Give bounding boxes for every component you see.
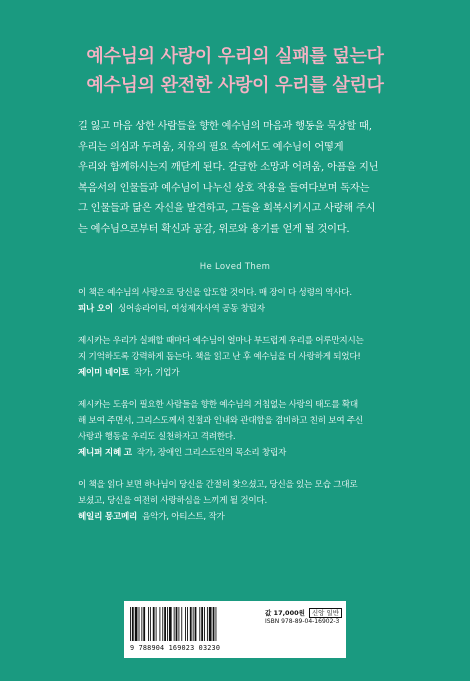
category-label: 신앙 일반 [309, 608, 342, 618]
endorsement-text: 제시카는 도움이 필요한 사람들을 향한 예수님의 거침없는 사랑의 태도를 확대 [78, 400, 358, 410]
endorsement-1 [78, 285, 398, 317]
endorsement-text: 이 책을 읽다 보면 하나님이 당신을 간절히 찾으셨고, 당신을 있는 모습 그대로 [78, 480, 358, 490]
intro-line: 복음서의 인물들과 예수님이 나누신 상호 작용을 들여다보며 독자는 [78, 182, 370, 194]
price-label [265, 608, 342, 617]
endorser-role: 작가, 장애인 그리스도인의 목소리 창립자 [136, 448, 287, 458]
section-title: He Loved Them [199, 262, 271, 272]
endorser-name: 제니퍼 지혜 고 [78, 448, 132, 458]
endorsement-text: 해 보여 주면서, 그리스도께서 친절과 인내와 관대함을 겸비하고 친히 보여 주신 [78, 416, 363, 426]
intro-line: 길 잃고 마음 상한 사람들을 향한 예수님의 마음과 행동을 묵상할 때, [78, 121, 372, 132]
endorsement-2 [78, 333, 398, 381]
barcode-box [124, 601, 346, 658]
intro-line: 그 인물들과 닮은 자신을 발견하고, 그들을 회복시키시고 사랑해 주시 [78, 203, 376, 214]
isbn-label: ISBN 978-89-04-16902-3 [265, 618, 340, 625]
headline-line-2: 예수님의 완전한 사랑이 우리를 살린다 [86, 75, 384, 96]
intro-line: 우리는 의심과 두려움, 치유의 필요 속에서도 예수님이 어떻게 [78, 141, 344, 153]
intro-line: 우리와 함께하시는지 깨닫게 된다. 갈급한 소망과 어려움, 아픔을 지닌 [78, 162, 379, 173]
endorser-role: 음악가, 아티스트, 작가 [142, 512, 225, 522]
headline-line-1: 예수님의 사랑이 우리의 실패를 덮는다 [86, 46, 384, 67]
endorsement-text: 제시카는 우리가 실패할 때마다 예수님이 얼마나 부드럽게 우리를 어루만지시는 [78, 336, 364, 346]
endorsement-3 [78, 397, 398, 461]
endorser-name: 헤일리 몽고메리 [78, 512, 138, 522]
endorsement-text: 지 기억하도록 강력하게 돕는다. 책을 읽고 난 후 예수님을 더 사랑하게 되었다! [78, 352, 361, 362]
headline [0, 42, 470, 100]
endorser-name: 피나 오이 [78, 304, 113, 314]
endorser-role: 싱어송라이터, 여성제자사역 공동 창립자 [117, 304, 265, 314]
endorsement-attribution [78, 301, 398, 317]
price: 값 17,000원 [265, 609, 305, 617]
barcode-digits: 9 788904 169023 03230 [130, 644, 221, 652]
endorsement-text: 보셨고, 당신을 여전히 사랑하심을 느끼게 될 것이다. [78, 496, 267, 506]
endorsement-attribution [78, 365, 398, 381]
endorsement-text: 이 책은 예수님의 사랑으로 당신을 압도할 것이다. 매 장이 다 성령의 역사다. [78, 288, 352, 298]
endorser-name: 제이미 네이토 [78, 368, 130, 378]
endorsement-text: 사랑과 행동을 우리도 실천하자고 격려한다. [78, 432, 236, 442]
endorsement-4 [78, 477, 398, 525]
endorsement-attribution [78, 445, 398, 461]
endorsement-attribution [78, 509, 398, 525]
intro-line: 는 예수님으로부터 확신과 공감, 위로와 용기를 얻게 될 것이다. [78, 223, 350, 235]
barcode-icon [128, 607, 260, 643]
endorser-role: 작가, 기업가 [134, 368, 180, 378]
intro-paragraph [78, 117, 398, 240]
